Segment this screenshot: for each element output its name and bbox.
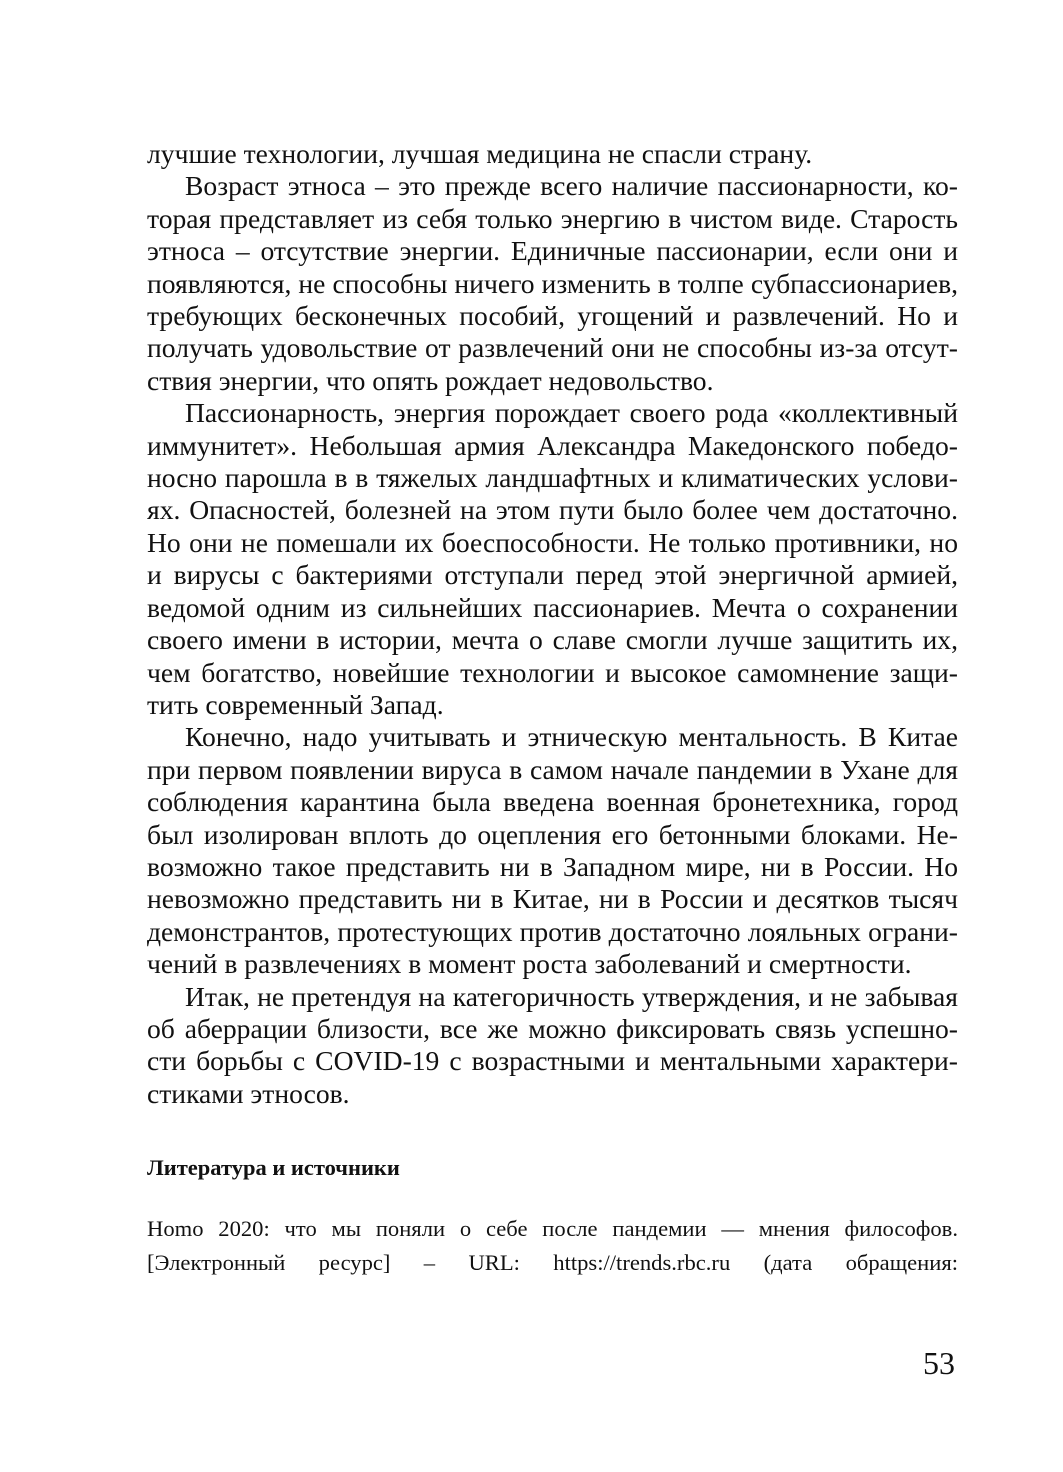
paragraph-1: лучшие технологии, лучшая медицина не спасли страну. (147, 138, 813, 169)
paragraph-2: Возраст этноса – это прежде всего наличие пассионарности, которая представляет из себя только энергию в чистом виде. Старость этноса – отсутствие энергии. Единичные пассионарии, если они и появляются, не способны ничего изменить в толпе субпассионариев, требующих бесконечных пособий, угощений и развлечений. Но и получать удовольствие от развлечений они не способны из-за отсутствия энергии, что опять рождает недовольство. (147, 170, 958, 396)
references-list (147, 1212, 958, 1280)
page-number: 53 (923, 1345, 955, 1381)
paragraph-3: Пассионарность, энергия порождает своего рода «коллективный иммунитет». Небольшая армия Александра Македонского победоносно парошла в в тяжелых ландшафтных и климатических условиях. Опасностей, болезней на этом пути было более чем достаточно. Но они не помешали их боеспособности. Не только противники, но и вирусы с бактериями отступали перед этой энергичной армией, ведомой одним из сильнейших пассионариев. Мечта о сохранении своего имени в истории, мечта о славе смогли лучше защитить их, чем богатство, новейшие технологии и высокое самомнение защитить современный Запад. (147, 397, 958, 720)
reference-item: Homo 2020: что мы поняли о себе после пандемии — мнения философов. [Электронный ресурс] – URL: https://trends.rbc.ru (дата обращения: (147, 1216, 958, 1275)
paragraph-4: Конечно, надо учитывать и этническую ментальность. В Китае при первом появлении вируса в самом начале пандемии в Ухане для соблюдения карантина была введена военная бронетехника, город был изолирован вплоть до оцепления его бетонными блоками. Невозможно такое представить ни в Западном мире, ни в России. Но невозможно представить ни в Китае, ни в России и десятков тысяч демонстрантов, протестующих против достаточно лояльных ограничений в развлечениях в момент роста заболеваний и смертности. (147, 721, 958, 980)
section-heading: Литература и источники (147, 1155, 400, 1180)
paragraph-5: Итак, не претендуя на категоричность утверждения, и не забывая об аберрации близости, все же можно фиксировать связь успешности борьбы с COVID-19 с возрастными и ментальными характеристиками этносов. (147, 980, 958, 1109)
body-text (147, 138, 958, 1110)
